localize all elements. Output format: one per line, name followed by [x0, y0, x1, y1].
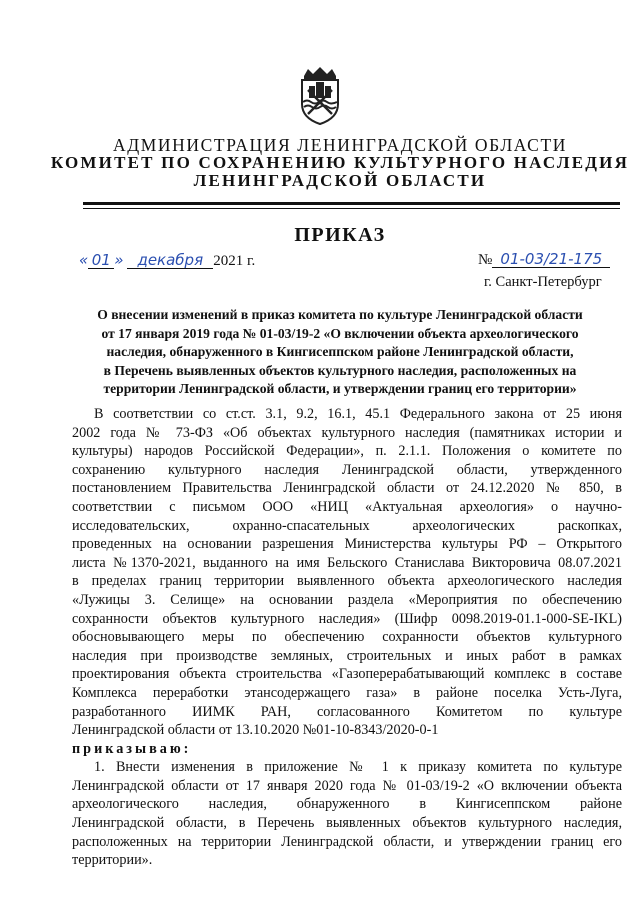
item-line: Ленинградской области, в Перечень выявленных объектов культурного наследия,: [72, 815, 622, 832]
item-line: 1. Внести изменения в приложение № 1 к приказу комитета по культуре: [94, 759, 622, 776]
date-month: декабря: [127, 252, 213, 269]
body-line: исследовательских, охранно-спасательных археологических раскопках,: [72, 517, 622, 534]
header-rule-thin: [83, 208, 620, 209]
subject-line: от 17 января 2019 года № 01-03/19-2 «О включении объекта археологического: [101, 325, 579, 341]
header-rule-thick: [83, 202, 620, 205]
body-line: обосновывающего меры по обеспечению сохранности объектов культурного: [72, 629, 622, 646]
body-line: наследия при производстве земляных, строительных и иных работ в рамках: [72, 647, 622, 664]
item-line: территории».: [72, 852, 153, 869]
body-line: в пределах границ территории выявленного объекта археологического наследия: [72, 573, 622, 590]
subject-line: О внесении изменений в приказ комитета по культуре Ленинградской области: [97, 307, 583, 322]
body-line: проектирования объекта строительства «Газоперерабатывающий комплекс в составе: [72, 666, 622, 683]
coat-of-arms-icon: [296, 66, 344, 126]
date-year: 2021 г.: [213, 253, 256, 269]
subject-line: территории Ленинградской области, и утверждении границ его территории»: [103, 381, 577, 396]
body-line: Ленинградской области от 13.10.2020 №01-10-8343/2020-0-1: [72, 722, 439, 739]
body-line: соответствии с письмом ООО «НИЦ «Актуальная археология» о научно-: [72, 498, 622, 515]
header-committee: КОМИТЕТ ПО СОХРАНЕНИЮ КУЛЬТУРНОГО НАСЛЕДИЯ: [50, 153, 630, 172]
header-region: ЛЕНИНГРАДСКОЙ ОБЛАСТИ: [193, 171, 487, 190]
body-line: «Лужицы 3. Селище» на основании раздела «Мероприятия по обеспечению: [72, 591, 622, 608]
date-close-quote: »: [114, 251, 124, 269]
body-line: сохранности объектов культурного наследия» (Шифр 0098.2019-01.1-000-SE-IKL): [72, 610, 622, 627]
order-title: ПРИКАЗ: [294, 224, 386, 246]
number-prefix: №: [478, 252, 493, 268]
item-line: Ленинградской области от 17 января 2020 года № 01-03/19-2 «О включении объекта: [72, 777, 622, 794]
subject-line: наследия, обнаруженного в Кингисеппском районе Ленинградской области,: [106, 344, 574, 359]
body-line: разработанного ИИМК РАН, согласованного Комитетом по культуре: [72, 703, 622, 720]
date-day: 01: [88, 252, 114, 269]
body-line: 2002 года № 73-ФЗ «Об объектах культурного наследия (памятниках истории и: [72, 424, 622, 441]
item-line: расположенных на территории Ленинградской области, и утверждении границ его: [72, 833, 622, 850]
order-body: [72, 405, 622, 870]
body-line: В соответствии со ст.ст. 3.1, 9.2, 16.1, 45.1 Федерального закона от 25 июня: [94, 406, 622, 422]
order-city: г. Санкт-Петербург: [484, 274, 602, 290]
body-line: листа №1370-2021, выданного на имя Бельского Станислава Викторовича 08.07.2021: [72, 554, 622, 571]
body-line: проведенных на основании разрешения Министерства культуры РФ – Открытого: [72, 536, 622, 553]
subject-line: в Перечень выявленных объектов культурного наследия, расположенных на: [103, 362, 577, 378]
body-line: сохранению культурного наследия Ленинградской области, утвержденного: [72, 461, 622, 478]
body-line: постановлением Правительства Ленинградской области от 24.12.2020 № 850, в: [72, 480, 622, 497]
body-line: культуры) народов Российской Федерации», п. 2.1.1. Положения о комитете по: [72, 443, 622, 460]
order-subject: [70, 306, 610, 399]
item-line: археологического наследия, обнаруженного в Кингисеппском районе: [72, 796, 622, 813]
header-administration: АДМИНИСТРАЦИЯ ЛЕНИНГРАДСКОЙ ОБЛАСТИ: [113, 135, 567, 155]
directive-word: приказываю:: [72, 740, 192, 757]
order-number: [478, 251, 610, 269]
date-open-quote: «: [79, 251, 89, 269]
body-line: Комплекса переработки этансодержащего газа» в районе поселка Усть-Луга,: [72, 684, 622, 701]
order-date: [79, 251, 255, 270]
number-value: 01-03/21-175: [492, 251, 610, 268]
